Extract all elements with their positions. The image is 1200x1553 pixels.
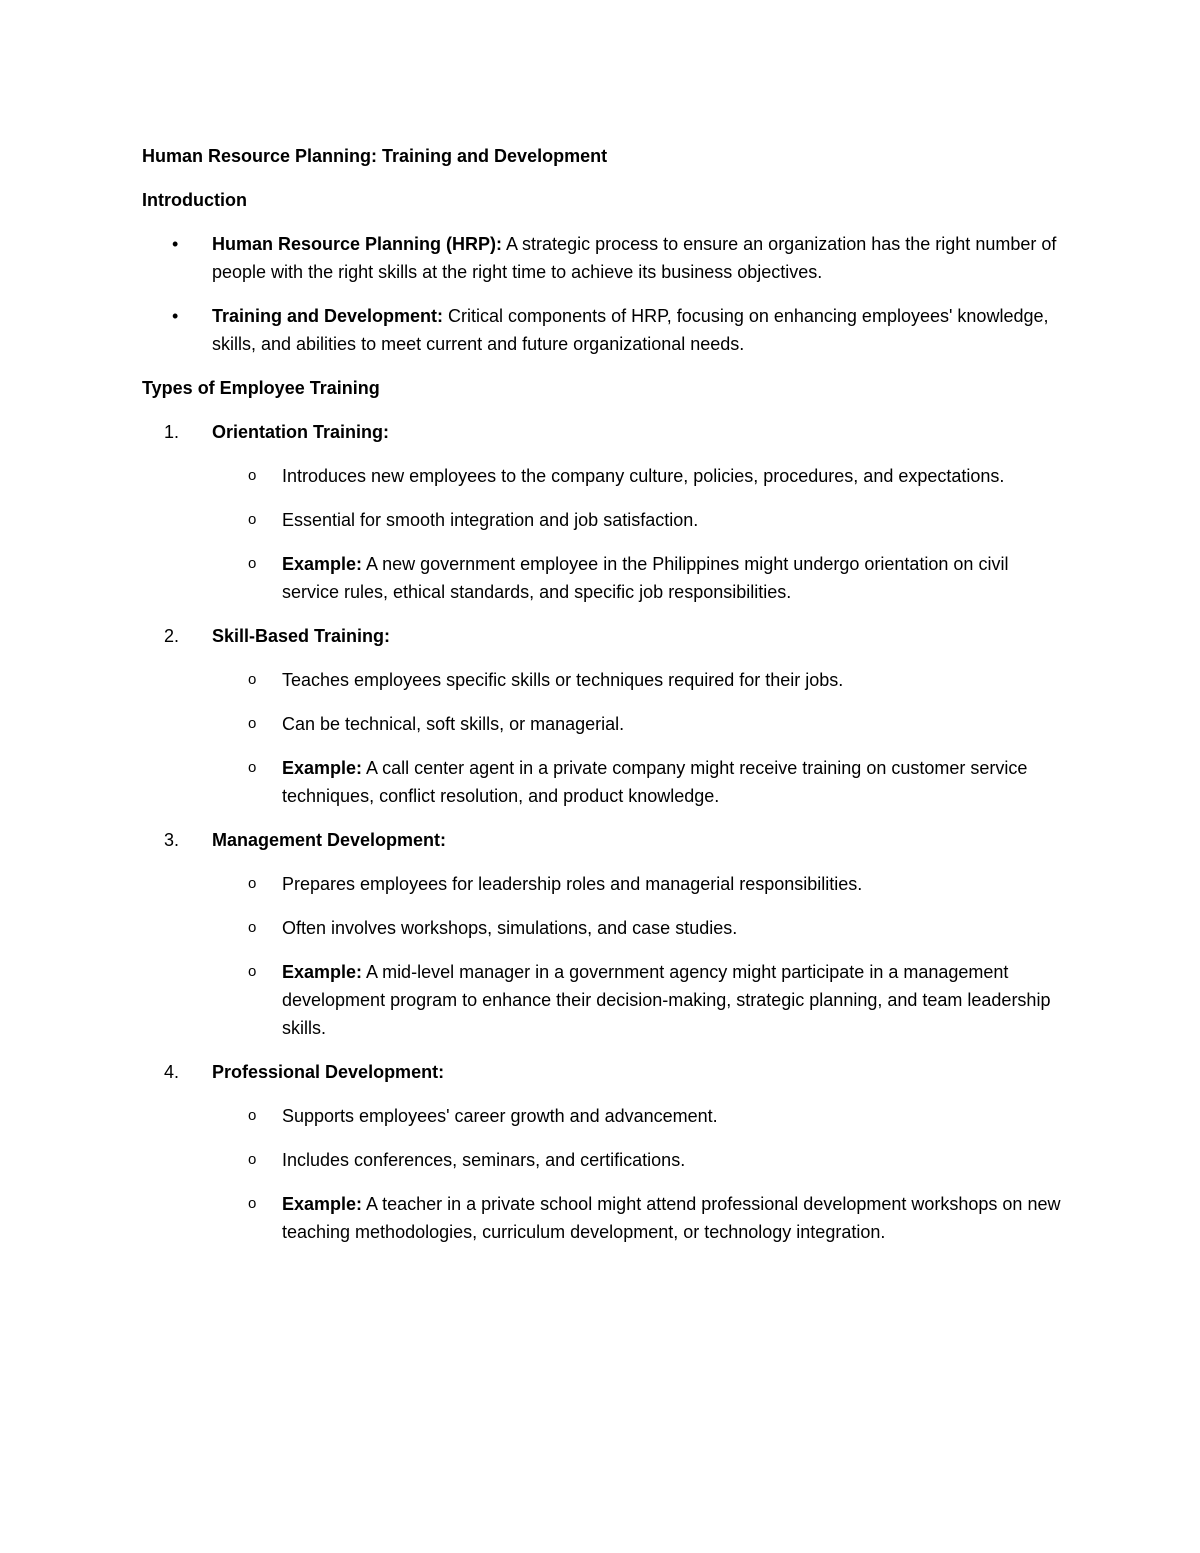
item-term: Human Resource Planning (HRP):: [212, 234, 503, 254]
circle-bullet-icon: o: [248, 875, 257, 892]
list-number: 4.: [164, 1062, 180, 1082]
sub-item: o Introduces new employees to the company culture, policies, procedures, and expectations.: [212, 462, 1062, 490]
sub-item: o Supports employees' career growth and advancement.: [212, 1102, 1062, 1130]
item-heading: Skill-Based Training:: [212, 626, 391, 646]
circle-bullet-icon: o: [248, 511, 257, 528]
sub-item: o Example: A teacher in a private school might attend professional development workshops on new teaching methodologies, curriculum development, or technology integration.: [212, 1190, 1062, 1246]
item-term: Training and Development:: [212, 306, 444, 326]
list-item: [142, 418, 1062, 606]
circle-bullet-icon: o: [248, 715, 257, 732]
item-heading: Management Development:: [212, 830, 447, 850]
list-number: 3.: [164, 830, 180, 850]
list-item: [142, 230, 1062, 286]
bullet-icon: •: [172, 234, 179, 254]
document-title: Human Resource Planning: Training and Development: [142, 146, 608, 166]
circle-bullet-icon: o: [248, 963, 257, 980]
sub-list: [212, 1102, 1062, 1246]
sub-list: [212, 870, 1062, 1042]
circle-bullet-icon: o: [248, 759, 257, 776]
introduction-heading: Introduction: [142, 190, 247, 210]
circle-bullet-icon: o: [248, 671, 257, 688]
document-content: [142, 142, 1062, 1262]
sub-item: o Example: A call center agent in a private company might receive training on customer service techniques, conflict resolution, and product knowledge.: [212, 754, 1062, 810]
sub-item: o Includes conferences, seminars, and certifications.: [212, 1146, 1062, 1174]
sub-item: o Example: A new government employee in the Philippines might undergo orientation on civil service rules, ethical standards, and specific job responsibilities.: [212, 550, 1062, 606]
list-item: [142, 826, 1062, 1042]
circle-bullet-icon: o: [248, 555, 257, 572]
sub-list: [212, 462, 1062, 606]
types-heading: Types of Employee Training: [142, 378, 380, 398]
circle-bullet-icon: o: [248, 1107, 257, 1124]
list-item: [142, 622, 1062, 810]
sub-item: o Can be technical, soft skills, or managerial.: [212, 710, 1062, 738]
sub-item: o Teaches employees specific skills or techniques required for their jobs.: [212, 666, 1062, 694]
list-number: 1.: [164, 422, 180, 442]
circle-bullet-icon: o: [248, 1151, 257, 1168]
types-list: [142, 418, 1062, 1246]
sub-item: o Essential for smooth integration and job satisfaction.: [212, 506, 1062, 534]
item-heading: Orientation Training:: [212, 422, 390, 442]
item-text: Critical components of HRP, focusing on enhancing employees' knowledge, skills, and abilities to meet current and future organizational needs.: [212, 306, 1049, 354]
list-item: [142, 302, 1062, 358]
circle-bullet-icon: o: [248, 919, 257, 936]
sub-item: o Often involves workshops, simulations, and case studies.: [212, 914, 1062, 942]
list-number: 2.: [164, 626, 180, 646]
sub-list: [212, 666, 1062, 810]
bullet-icon: •: [172, 306, 179, 326]
circle-bullet-icon: o: [248, 467, 257, 484]
introduction-list: [142, 230, 1062, 358]
sub-item: o Prepares employees for leadership roles and managerial responsibilities.: [212, 870, 1062, 898]
list-item: [142, 1058, 1062, 1246]
item-heading: Professional Development:: [212, 1062, 445, 1082]
circle-bullet-icon: o: [248, 1195, 257, 1212]
sub-item: o Example: A mid-level manager in a government agency might participate in a management development program to enhance their decision-making, strategic planning, and team leadership skills.: [212, 958, 1062, 1042]
item-text: A strategic process to ensure an organization has the right number of people with the right skills at the right time to achieve its business objectives.: [212, 234, 1057, 282]
